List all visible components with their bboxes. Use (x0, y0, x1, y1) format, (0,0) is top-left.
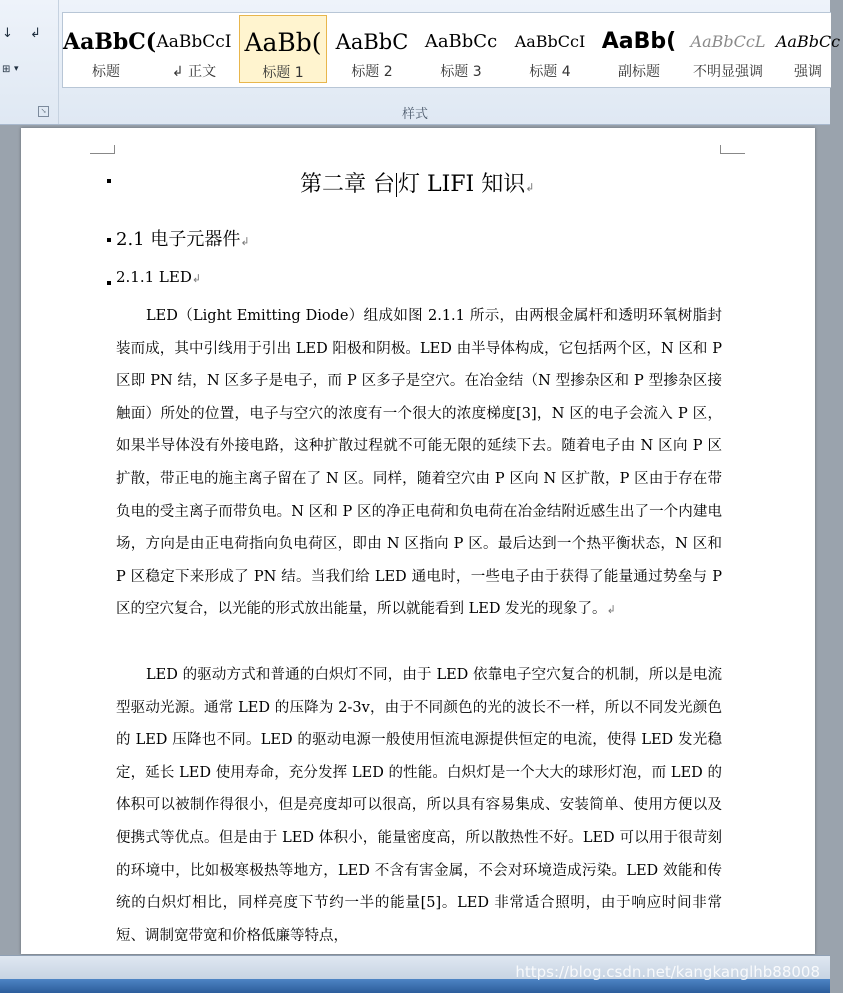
margin-corner-left (90, 145, 115, 154)
styles-group-label: 样式 (401, 107, 428, 122)
style-normal[interactable] (150, 13, 238, 85)
watermark: https://blog.csdn.net/kangkanglhb88008 (515, 963, 820, 981)
chevron-down-icon[interactable]: ▾ (14, 64, 19, 74)
style-preview: AaBbCcL (690, 32, 766, 51)
style-name: 强调 (794, 64, 822, 80)
dialog-launcher-icon[interactable]: ↘ (38, 106, 49, 117)
style-name: 标题 4 (529, 64, 571, 80)
style-heading-2[interactable] (328, 13, 416, 85)
styles-gallery (62, 12, 841, 88)
style-name: 标题 2 (351, 64, 393, 80)
style-name: 标题 3 (440, 64, 482, 80)
style-preview: AaBb( (244, 28, 322, 57)
sort-icon[interactable]: ↓ (2, 26, 13, 41)
paragraph-marker (107, 179, 111, 183)
style-preview: AaBbC( (63, 29, 157, 55)
style-subtitle[interactable] (595, 13, 683, 85)
paragraph-marker (107, 281, 111, 285)
border-icon[interactable]: ⊞ (2, 64, 11, 75)
style-heading-4[interactable] (506, 13, 594, 85)
chapter-title[interactable] (300, 167, 534, 198)
paragraph-mark-icon: ↲ (525, 181, 535, 194)
style-name: ↲ 正文 (171, 64, 217, 80)
margin-corner-right (720, 145, 745, 154)
ribbon (0, 0, 841, 125)
body-paragraph-2[interactable] (116, 659, 722, 952)
section-heading[interactable] (116, 225, 250, 251)
style-heading-1[interactable] (239, 15, 327, 83)
taskbar (0, 979, 830, 993)
subsection-heading-text: 2.1.1 LED (116, 268, 192, 286)
paragraph-text: LED 的驱动方式和普通的白炽灯不同，由于 LED 依靠电子空穴复合的机制，所以是电流型驱动光源。通常 LED 的压降为 2-3v，由于不同颜色的光的波长不一样，所以不同发光颜色的 LED 压降也不同。LED 的驱动电源一般使用恒流电源提供恒定的电流，使得 LED 发光稳定，延长 LED 使用寿命，充分发挥 LED 的性能。白炽灯是一个大大的球形灯泡，而 LED 的体积可以被制作得很小，但是亮度却可以很高，所以具有容易集成、安装简单、使用方便以及便携式等优点。但是由于 LED 体积小，能量密度高，所以散热性不好。LED 可以用于很苛刻的环境中，比如极寒极热等地方，LED 不含有害金属，不会对环境造成污染。LED 效能和传统的白炽灯相比，同样亮度下节约一半的能量[5]。LED 非常适合照明，由于响应时间非常短、调制宽带宽和价格低廉等特点， (116, 667, 722, 944)
show-marks-icon[interactable]: ↲ (30, 26, 41, 41)
style-title[interactable] (63, 13, 157, 85)
paragraph-mark-icon: ↲ (606, 603, 616, 617)
chapter-title-part-a: 第二章 台 (300, 172, 395, 197)
style-preview: AaBbC (335, 30, 409, 54)
style-preview: AaBbCc (775, 32, 841, 51)
style-name: 标题 (92, 64, 120, 80)
style-preview: AaBbCcI (514, 32, 586, 51)
paragraph-text: LED（Light Emitting Diode）组成如图 2.1.1 所示，由两根金属杆和透明环氧树脂封装而成，其中引线用于引出 LED 阳极和阴极。LED 由半导体构成，它包括两个区，N 区和 P 区即 PN 结，N 区多子是电子，而 P 区多子是空穴。在冶金结（N 型掺杂区和 P 型掺杂区接触面）所处的位置，电子与空穴的浓度有一个很大的浓度梯度[3]，N 区的电子会流入 P 区，如果半导体没有外接电路，这种扩散过程就不可能无限的延续下去。随着电子由 N 区向 P 区扩散，带正电的施主离子留在了 N 区。同样，随着空穴由 P 区向 N 区扩散，P 区由于存在带负电的受主离子而带负电。N 区和 P 区的净正电荷和负电荷在冶金结附近感生出了一个内建电场，方向是由正电荷指向负电荷区，即由 N 区指向 P 区。最后达到一个热平衡状态，N 区和 P 区稳定下来形成了 PN 结。当我们给 LED 通电时，一些电子由于获得了能量通过势垒与 P 区的空穴复合，以光能的形式放出能量，所以就能看到 LED 发光的现象了。 (116, 308, 722, 618)
style-emphasis[interactable] (773, 13, 843, 85)
style-name: 标题 1 (262, 65, 304, 81)
style-name: 副标题 (618, 64, 660, 80)
paragraph-mark-icon: ↲ (191, 272, 202, 285)
paragraph-mark-icon: ↲ (240, 235, 250, 248)
style-heading-3[interactable] (417, 13, 505, 85)
style-preview: AaBb( (601, 29, 677, 54)
style-preview: AaBbCc (424, 31, 498, 52)
paragraph-marker (107, 238, 111, 242)
subsection-heading[interactable] (116, 268, 201, 286)
style-name: 不明显强调 (693, 64, 763, 80)
section-heading-text: 2.1 电子元器件 (116, 229, 241, 250)
style-preview: AaBbCcI (156, 32, 232, 52)
style-subtle-emphasis[interactable] (684, 13, 772, 85)
chapter-title-part-b: 灯 LIFI 知识 (398, 172, 526, 197)
text-cursor (396, 173, 397, 197)
body-paragraph-1[interactable] (116, 300, 722, 627)
